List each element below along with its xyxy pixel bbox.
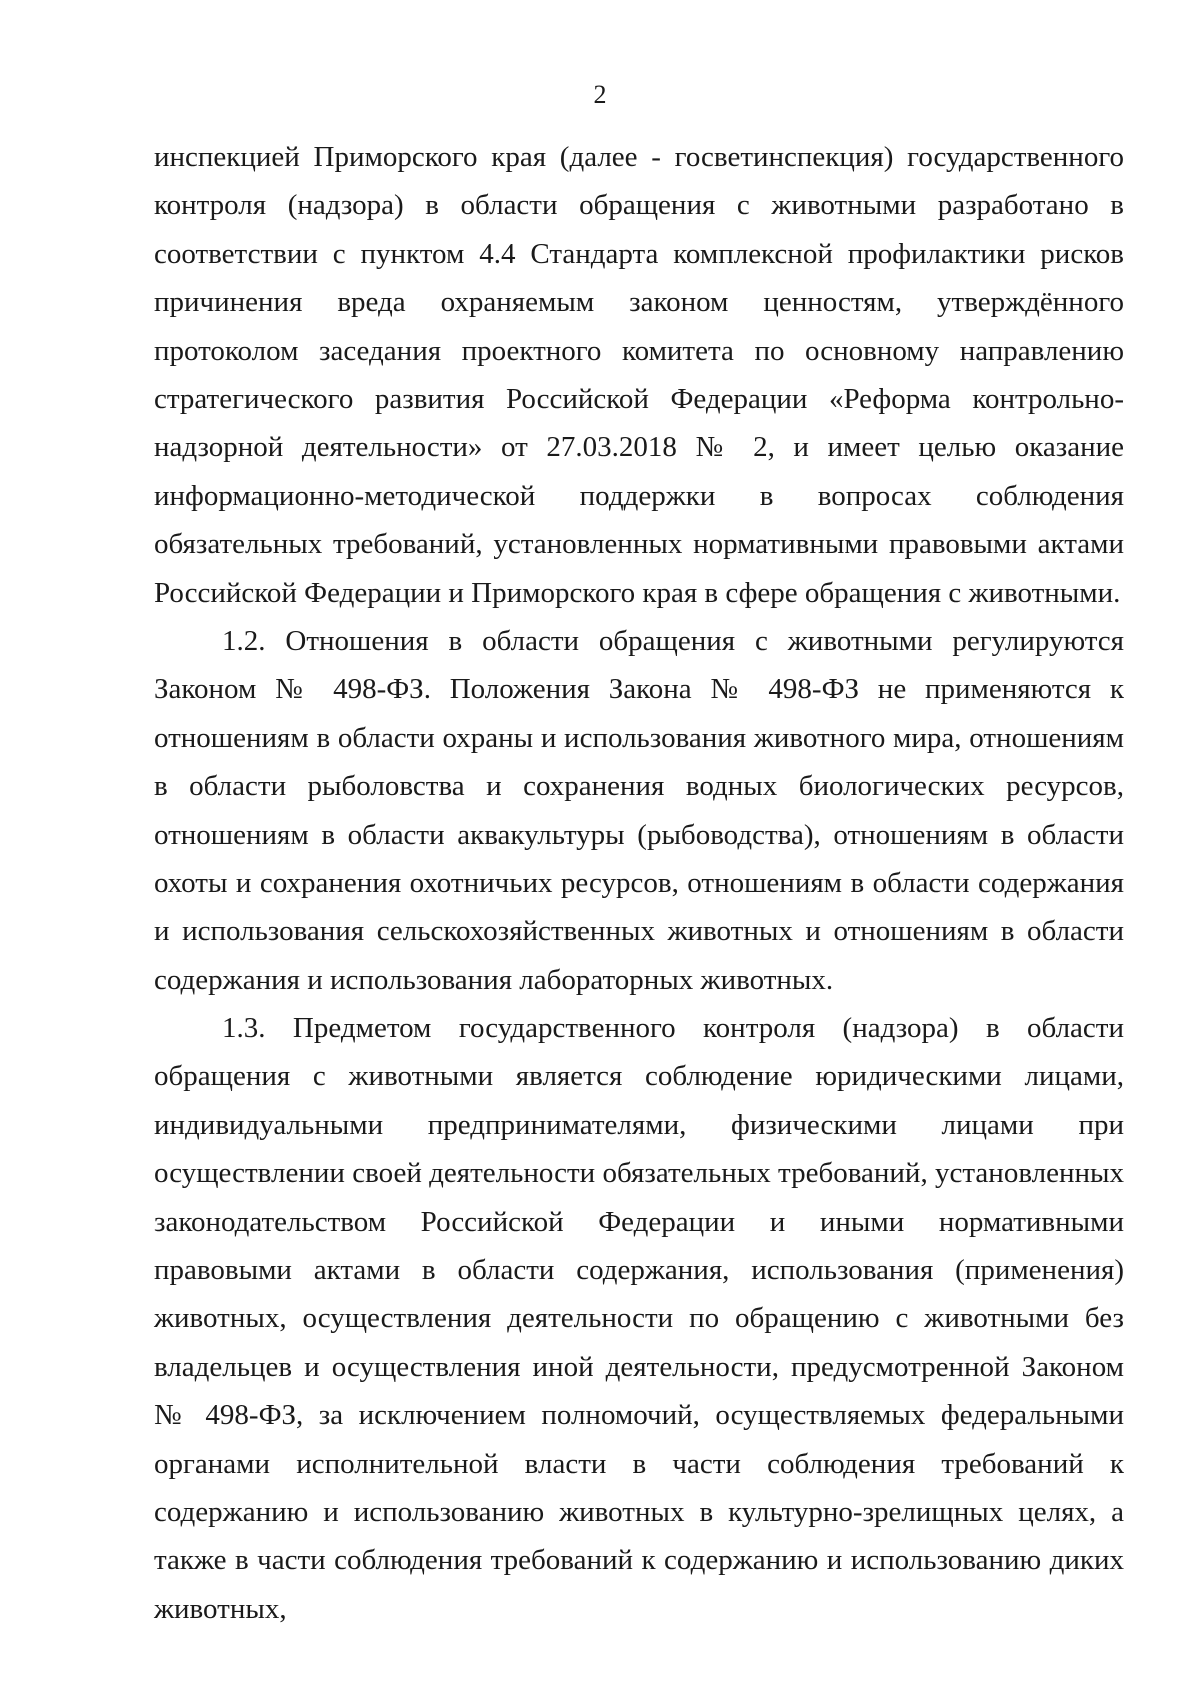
paragraph-section-1-3 — [154, 1004, 1124, 1633]
paragraph-intro-continued — [154, 133, 1124, 617]
paragraph-section-1-2 — [154, 617, 1124, 1004]
paragraph-text: 1.2. Отношения в области обращения с животными регулируются Законом № 498-ФЗ. Положения Закона № 498-ФЗ не применяются к отношениям в области охраны и использования животного мира, отношениям в области рыболовства и сохранения водных биологических ресурсов, отношениям в области аквакультуры (рыбоводства), отношениям в области охоты и сохранения охотничьих ресурсов, отношениям в области содержания и использования сельскохозяйственных животных и отношениям в области содержания и использования лабораторных животных. — [154, 625, 1124, 996]
paragraph-text: 1.3. Предметом государственного контроля (надзора) в области обращения с животными является соблюдение юридическими лицами, индивидуальными предпринимателями, физическими лицами при осуществлении своей деятельности обязательных требований, установленных законодательством Российской Федерации и иными нормативными правовыми актами в области содержания, использования (применения) животных, осуществления деятельности по обращению с животными без владельцев и осуществления иной деятельности, предусмотренной Законом № 498-ФЗ, за исключением полномочий, осуществляемых федеральными органами исполнительной власти в части соблюдения требований к содержанию и использованию животных в культурно-зрелищных целях, а также в части соблюдения требований к содержанию и использованию диких животных, — [154, 1012, 1124, 1625]
paragraph-text: инспекцией Приморского края (далее - госветинспекция) государственного контроля (надзора) в области обращения с животными разработано в соответствии с пунктом 4.4 Стандарта комплексной профилактики рисков причинения вреда охраняемым законом ценностям, утверждённого протоколом заседания проектного комитета по основному направлению стратегического развития Российской Федерации «Реформа контрольно-надзорной деятельности» от 27.03.2018 № 2, и имеет целью оказание информационно-методической поддержки в вопросах соблюдения обязательных требований, установленных нормативными правовыми актами Российской Федерации и Приморского края в сфере обращения с животными. — [154, 141, 1124, 609]
page-number: 2 — [593, 80, 607, 109]
